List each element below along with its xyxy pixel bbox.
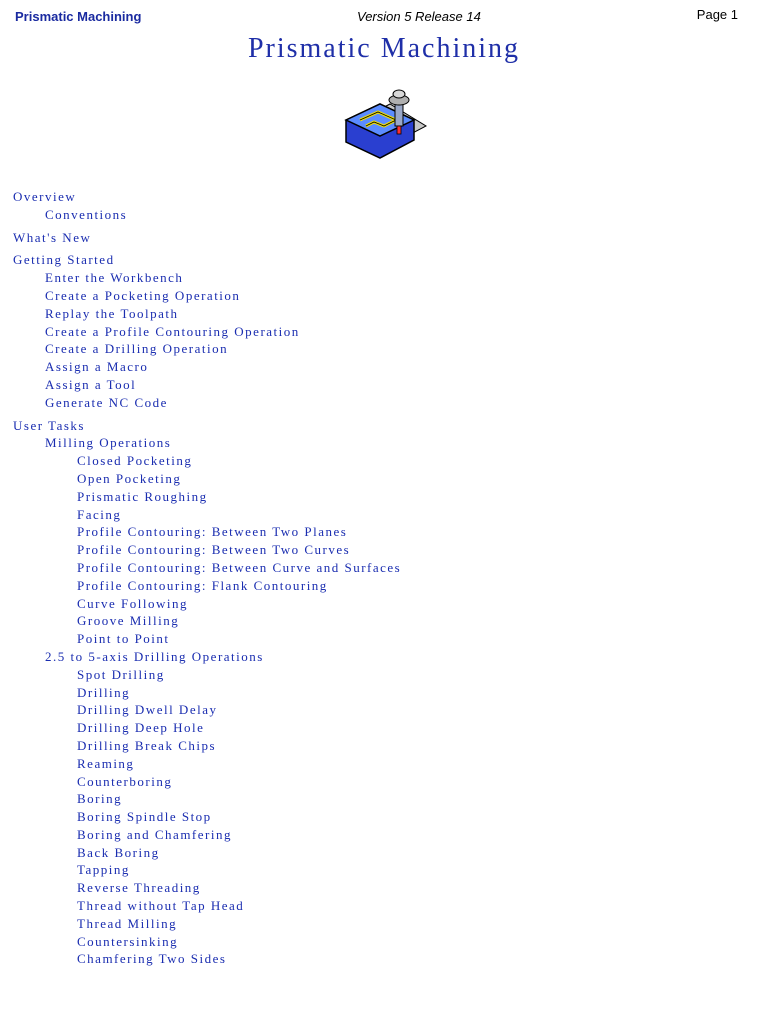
toc-link[interactable]: Drilling Deep Hole bbox=[77, 720, 205, 736]
toc-link[interactable]: Point to Point bbox=[77, 631, 170, 647]
toc-link[interactable]: Boring Spindle Stop bbox=[77, 809, 212, 825]
toc-link[interactable]: Open Pocketing bbox=[77, 470, 182, 486]
toc-link[interactable]: Profile Contouring: Flank Contouring bbox=[77, 577, 328, 593]
toc-link[interactable]: Thread Milling bbox=[77, 915, 178, 931]
toc-link[interactable]: Profile Contouring: Between Curve and Surfaces bbox=[77, 559, 402, 575]
toc-link[interactable]: Create a Profile Contouring Operation bbox=[45, 323, 300, 339]
toc-link[interactable]: Create a Drilling Operation bbox=[45, 341, 229, 357]
toc-link[interactable]: Boring bbox=[77, 791, 123, 807]
toc-link[interactable]: Assign a Tool bbox=[45, 376, 137, 392]
toc-link[interactable]: Countersinking bbox=[77, 933, 179, 949]
header-doc-title: Prismatic Machining bbox=[15, 9, 142, 24]
toc-link[interactable]: Reaming bbox=[77, 755, 135, 771]
toc-link[interactable]: Drilling bbox=[77, 684, 131, 700]
toc-link[interactable]: Assign a Macro bbox=[45, 359, 149, 375]
toc-link[interactable]: User Tasks bbox=[13, 417, 85, 433]
toc-link[interactable]: Spot Drilling bbox=[77, 666, 165, 682]
toc-link[interactable]: Replay the Toolpath bbox=[45, 305, 179, 321]
toc-link[interactable]: Tapping bbox=[77, 862, 130, 878]
toc-link[interactable]: Facing bbox=[77, 506, 122, 522]
toc-link[interactable]: Milling Operations bbox=[45, 435, 172, 451]
prismatic-machining-icon bbox=[340, 86, 430, 168]
toc-link[interactable]: Reverse Threading bbox=[77, 880, 201, 896]
toc-link[interactable]: 2.5 to 5-axis Drilling Operations bbox=[45, 648, 264, 664]
toc-link[interactable]: Groove Milling bbox=[77, 613, 180, 629]
toc-link[interactable]: What's New bbox=[13, 229, 92, 245]
toc-link[interactable]: Closed Pocketing bbox=[77, 453, 193, 469]
header-version: Version 5 Release 14 bbox=[357, 9, 481, 24]
toc-link[interactable]: Curve Following bbox=[77, 595, 188, 611]
toc-link[interactable]: Thread without Tap Head bbox=[77, 898, 245, 914]
page-header bbox=[0, 0, 768, 30]
toc-link[interactable]: Boring and Chamfering bbox=[77, 826, 232, 842]
toc-link[interactable]: Profile Contouring: Between Two Planes bbox=[77, 524, 348, 540]
page-title: Prismatic Machining bbox=[247, 33, 521, 64]
toc-link[interactable]: Getting Started bbox=[13, 252, 115, 268]
toc-link[interactable]: Conventions bbox=[45, 206, 128, 222]
toc-link[interactable]: Create a Pocketing Operation bbox=[45, 287, 241, 303]
toc-link[interactable]: Counterboring bbox=[77, 773, 173, 789]
toc-link[interactable]: Drilling Break Chips bbox=[77, 737, 217, 753]
table-of-contents bbox=[13, 188, 401, 968]
toc-link[interactable]: Drilling Dwell Delay bbox=[77, 702, 218, 718]
header-page-number: Page 1 bbox=[696, 7, 738, 22]
toc-link[interactable]: Prismatic Roughing bbox=[77, 488, 208, 504]
toc-link[interactable]: Enter the Workbench bbox=[45, 270, 184, 286]
toc-link[interactable]: Overview bbox=[13, 189, 77, 204]
toc-link[interactable]: Chamfering Two Sides bbox=[77, 951, 227, 967]
toc-link[interactable]: Back Boring bbox=[77, 844, 160, 860]
toc-link[interactable]: Generate NC Code bbox=[45, 394, 168, 410]
toc-link[interactable]: Profile Contouring: Between Two Curves bbox=[77, 542, 351, 558]
